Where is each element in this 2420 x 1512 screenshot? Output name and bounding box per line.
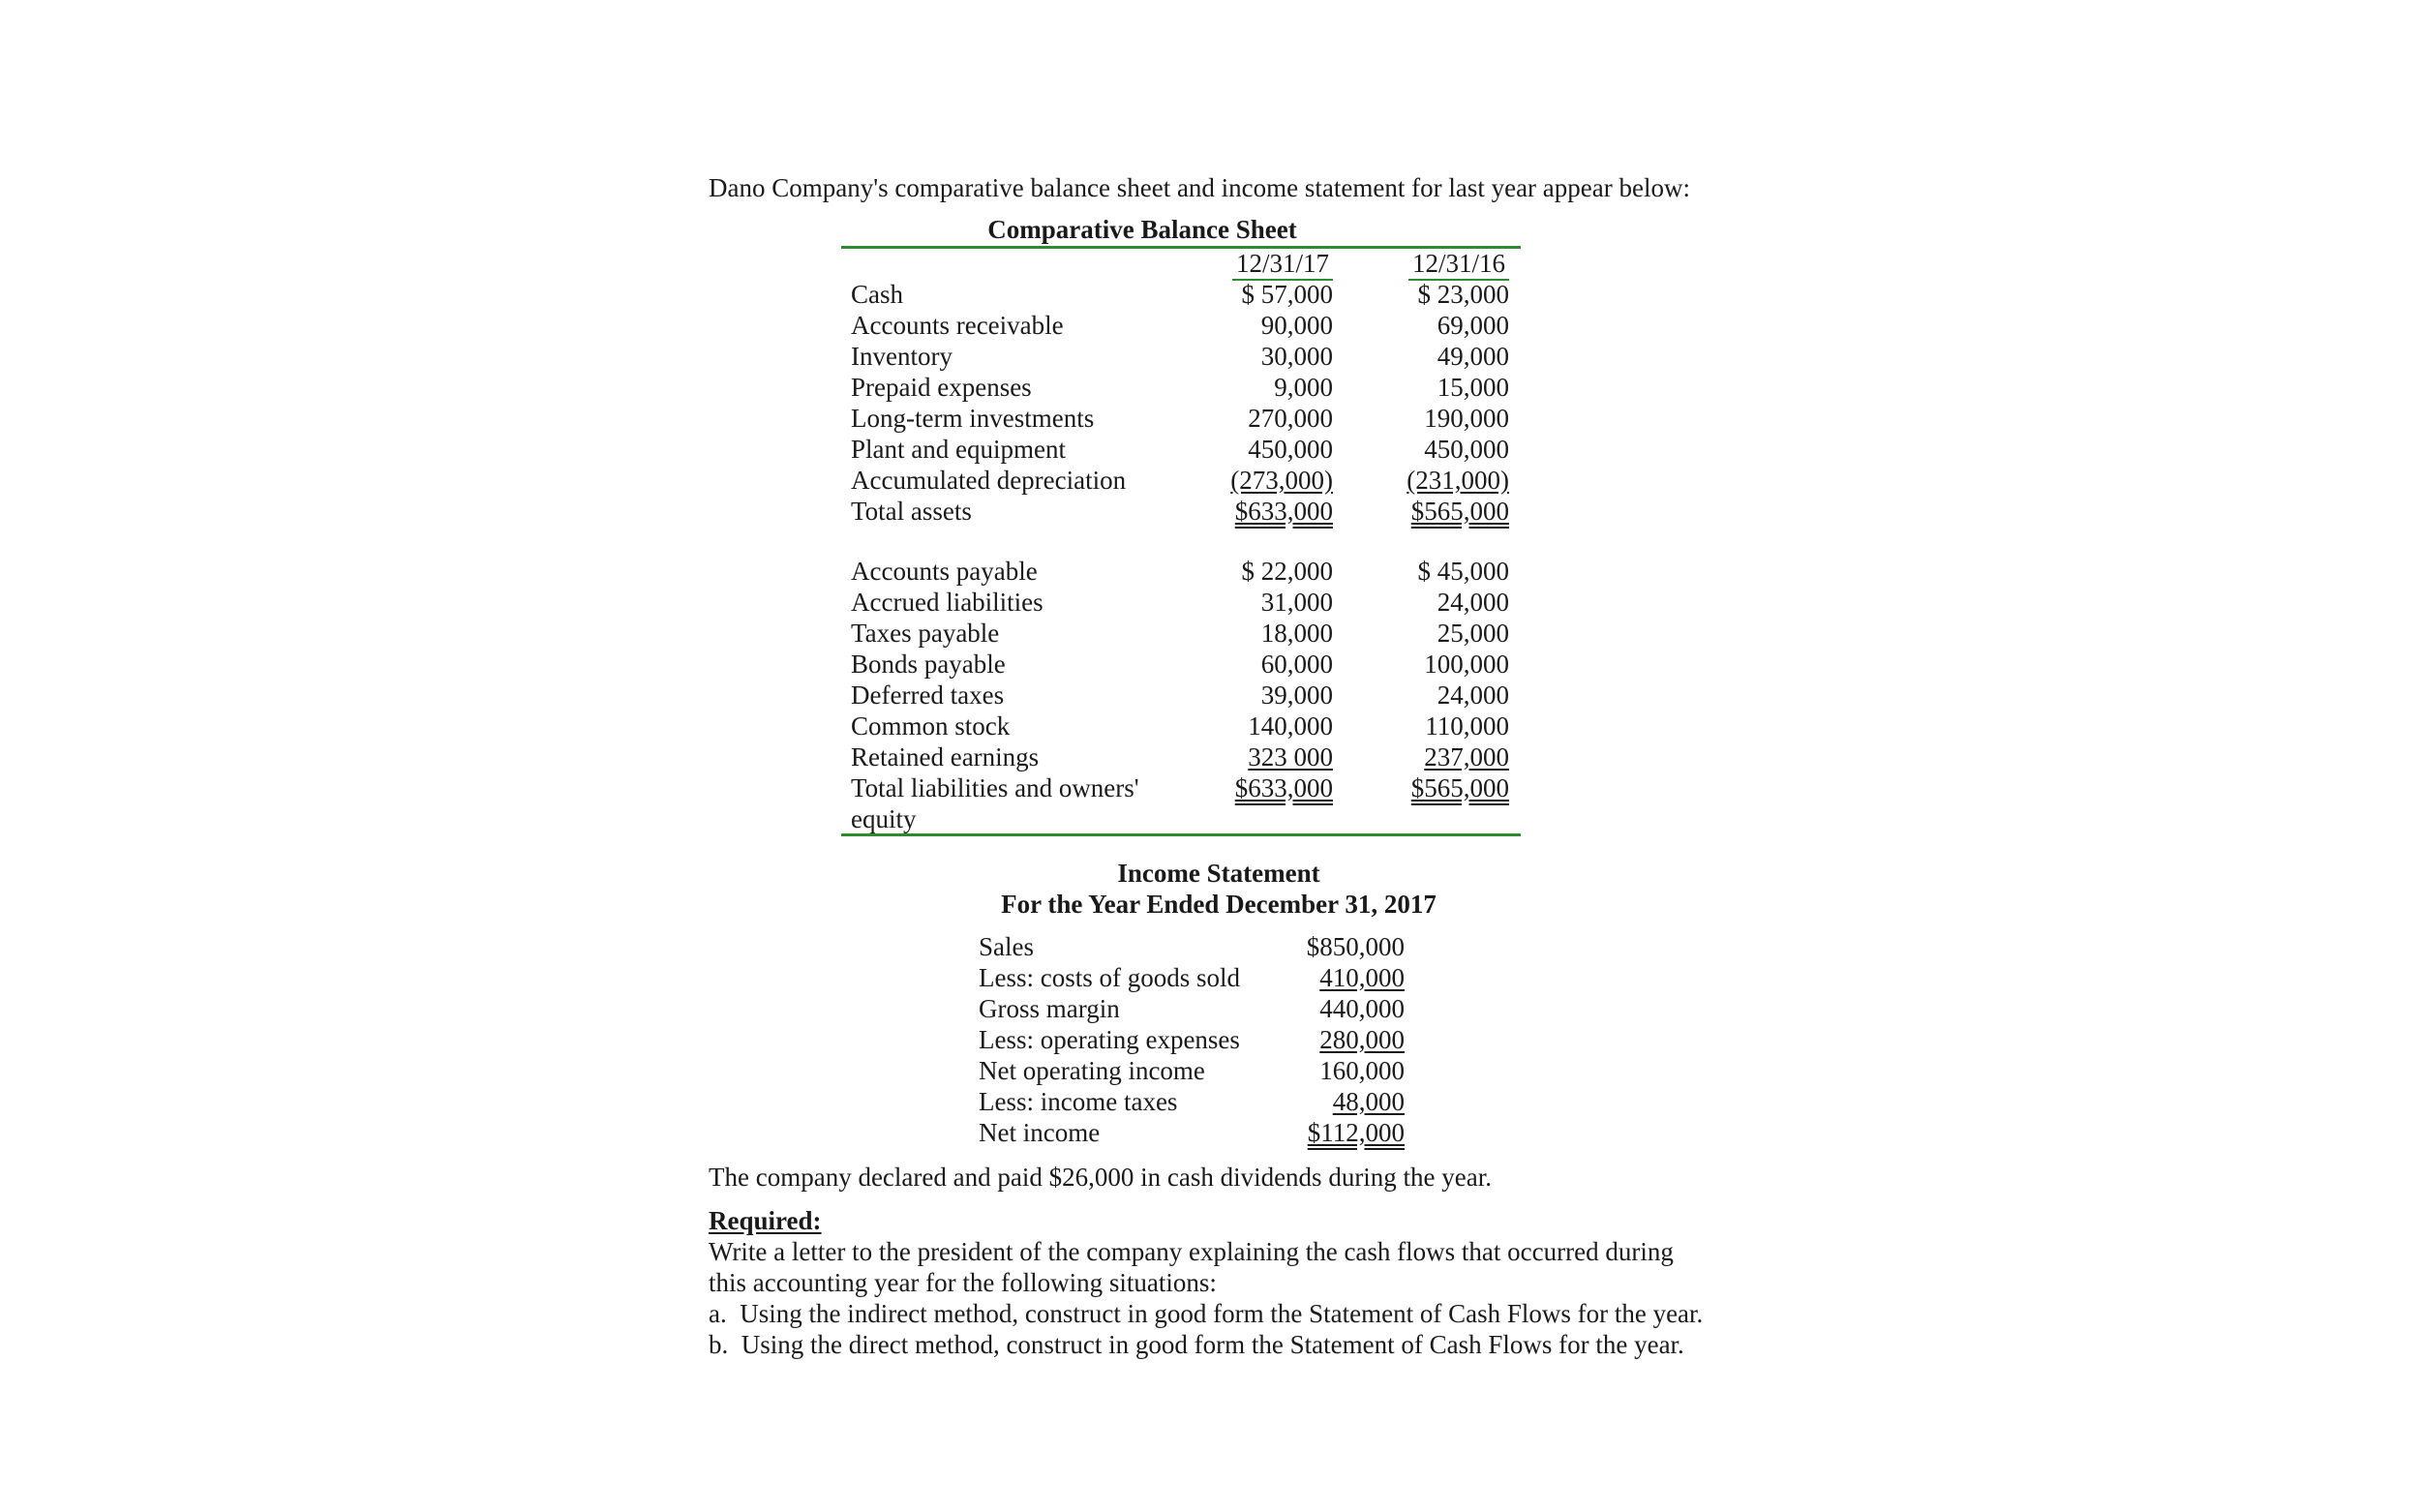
row-label: Retained earnings bbox=[851, 742, 1040, 771]
row-label: Taxes payable bbox=[851, 619, 1000, 648]
balance-sheet-bottom-rule bbox=[841, 833, 1521, 836]
intro-text: Dano Company's comparative balance sheet and income statement for last year appear below: bbox=[709, 173, 1690, 202]
value-2017: 270,000 bbox=[1248, 404, 1333, 433]
table-row bbox=[851, 680, 1511, 711]
table-row bbox=[851, 587, 1511, 618]
value-2016: $ 23,000 bbox=[1417, 280, 1509, 309]
value-2017: $ 57,000 bbox=[1241, 280, 1333, 309]
assets-section bbox=[851, 279, 1511, 527]
balance-sheet-title: Comparative Balance Sheet bbox=[987, 215, 1297, 244]
required-item-a: a. Using the indirect method, construct in good form the Statement of Cash Flows for the year. bbox=[709, 1299, 1704, 1328]
row-label: Total liabilities and owners' bbox=[851, 773, 1139, 802]
table-row bbox=[851, 711, 1511, 741]
row-value: 440,000 bbox=[1319, 994, 1405, 1023]
table-row bbox=[979, 1086, 1405, 1117]
balance-sheet-header bbox=[851, 248, 1511, 279]
row-label: Accrued liabilities bbox=[851, 588, 1044, 617]
value-2016: 24,000 bbox=[1437, 680, 1509, 710]
row-label: Plant and equipment bbox=[851, 435, 1066, 464]
value-2016: 25,000 bbox=[1437, 619, 1509, 648]
value-2016: 110,000 bbox=[1425, 711, 1509, 741]
table-row bbox=[979, 1024, 1405, 1055]
row-value: 410,000 bbox=[1319, 963, 1405, 992]
row-value: $850,000 bbox=[1306, 932, 1405, 961]
table-row bbox=[851, 618, 1511, 649]
table-row bbox=[851, 372, 1511, 403]
value-2017: 450,000 bbox=[1248, 435, 1333, 464]
row-label: Gross margin bbox=[979, 994, 1120, 1023]
income-statement-title bbox=[996, 858, 1441, 920]
table-row bbox=[851, 403, 1511, 434]
row-label: Prepaid expenses bbox=[851, 373, 1032, 402]
required-line-2: this accounting year for the following situations: bbox=[709, 1268, 1217, 1297]
value-2016: $565,000 bbox=[1410, 773, 1509, 802]
header-row bbox=[851, 248, 1511, 279]
value-2017: 31,000 bbox=[1260, 588, 1333, 617]
table-row bbox=[851, 556, 1511, 587]
value-2017: 39,000 bbox=[1260, 680, 1333, 710]
income-statement-heading: Income Statement bbox=[1117, 859, 1320, 888]
row-value: $112,000 bbox=[1307, 1118, 1405, 1147]
table-row bbox=[979, 993, 1405, 1024]
value-2016: 49,000 bbox=[1437, 342, 1509, 371]
table-row bbox=[851, 310, 1511, 341]
row-label: Net operating income bbox=[979, 1056, 1205, 1085]
required-item-b: b. Using the direct method, construct in good form the Statement of Cash Flows for the year. bbox=[709, 1330, 1684, 1359]
table-row bbox=[851, 279, 1511, 310]
value-2017: 30,000 bbox=[1260, 342, 1333, 371]
row-label: Bonds payable bbox=[851, 650, 1006, 679]
row-label: Net income bbox=[979, 1118, 1101, 1147]
value-2017: $633,000 bbox=[1234, 497, 1333, 526]
value-2017: 90,000 bbox=[1260, 311, 1333, 340]
row-label-continuation: equity bbox=[851, 804, 917, 833]
value-2017: $633,000 bbox=[1234, 773, 1333, 802]
value-2017: 60,000 bbox=[1260, 650, 1333, 679]
value-2016: 450,000 bbox=[1424, 435, 1509, 464]
row-label: Accounts payable bbox=[851, 557, 1038, 586]
value-2016: $ 45,000 bbox=[1417, 557, 1509, 586]
value-2016: 24,000 bbox=[1437, 588, 1509, 617]
required-heading: Required: bbox=[709, 1206, 822, 1235]
table-row bbox=[851, 465, 1511, 496]
row-value: 160,000 bbox=[1319, 1056, 1405, 1085]
value-2016: $565,000 bbox=[1410, 497, 1509, 526]
table-row bbox=[851, 434, 1511, 465]
table-row bbox=[979, 962, 1405, 993]
value-2017: 140,000 bbox=[1248, 711, 1333, 741]
total-row bbox=[851, 496, 1511, 527]
required-line-1: Write a letter to the president of the company explaining the cash flows that occurred during bbox=[709, 1237, 1674, 1266]
value-2016: 237,000 bbox=[1424, 742, 1509, 771]
income-statement-table bbox=[979, 931, 1405, 1148]
table-row bbox=[979, 1055, 1405, 1086]
value-2017: 323 000 bbox=[1248, 742, 1333, 771]
value-2017: (273,000) bbox=[1230, 466, 1333, 495]
row-label: Total assets bbox=[851, 497, 972, 526]
table-row bbox=[851, 649, 1511, 680]
row-label: Long-term investments bbox=[851, 404, 1095, 433]
table-row bbox=[851, 741, 1511, 772]
row-value: 48,000 bbox=[1332, 1087, 1405, 1116]
value-2017: 9,000 bbox=[1274, 373, 1333, 402]
row-label: Cash bbox=[851, 280, 903, 309]
col-header-2016: 12/31/16 bbox=[1408, 248, 1509, 281]
dividends-note: The company declared and paid $26,000 in cash dividends during the year. bbox=[709, 1163, 1493, 1192]
row-label: Sales bbox=[979, 932, 1034, 961]
row-value: 280,000 bbox=[1319, 1025, 1405, 1054]
row-label: Deferred taxes bbox=[851, 680, 1005, 710]
required-section bbox=[709, 1205, 1703, 1360]
row-label: Less: costs of goods sold bbox=[979, 963, 1240, 992]
row-label: Less: income taxes bbox=[979, 1087, 1178, 1116]
value-2017: $ 22,000 bbox=[1241, 557, 1333, 586]
col-header-2017: 12/31/17 bbox=[1232, 248, 1333, 281]
value-2016: 69,000 bbox=[1437, 311, 1509, 340]
income-statement-subtitle: For the Year Ended December 31, 2017 bbox=[1001, 890, 1437, 919]
label-continuation-row bbox=[851, 803, 1511, 834]
row-label: Accounts receivable bbox=[851, 311, 1064, 340]
row-label: Inventory bbox=[851, 342, 953, 371]
total-row bbox=[851, 772, 1511, 803]
value-2016: 15,000 bbox=[1437, 373, 1509, 402]
row-label: Accumulated depreciation bbox=[851, 466, 1127, 495]
value-2016: 190,000 bbox=[1424, 404, 1509, 433]
value-2016: 100,000 bbox=[1424, 650, 1509, 679]
table-row bbox=[851, 341, 1511, 372]
table-row bbox=[979, 931, 1405, 962]
row-label: Less: operating expenses bbox=[979, 1025, 1240, 1054]
value-2017: 18,000 bbox=[1260, 619, 1333, 648]
total-row bbox=[979, 1117, 1405, 1148]
liabilities-section bbox=[851, 556, 1511, 834]
row-label: Common stock bbox=[851, 711, 1011, 741]
value-2016: (231,000) bbox=[1407, 466, 1509, 495]
